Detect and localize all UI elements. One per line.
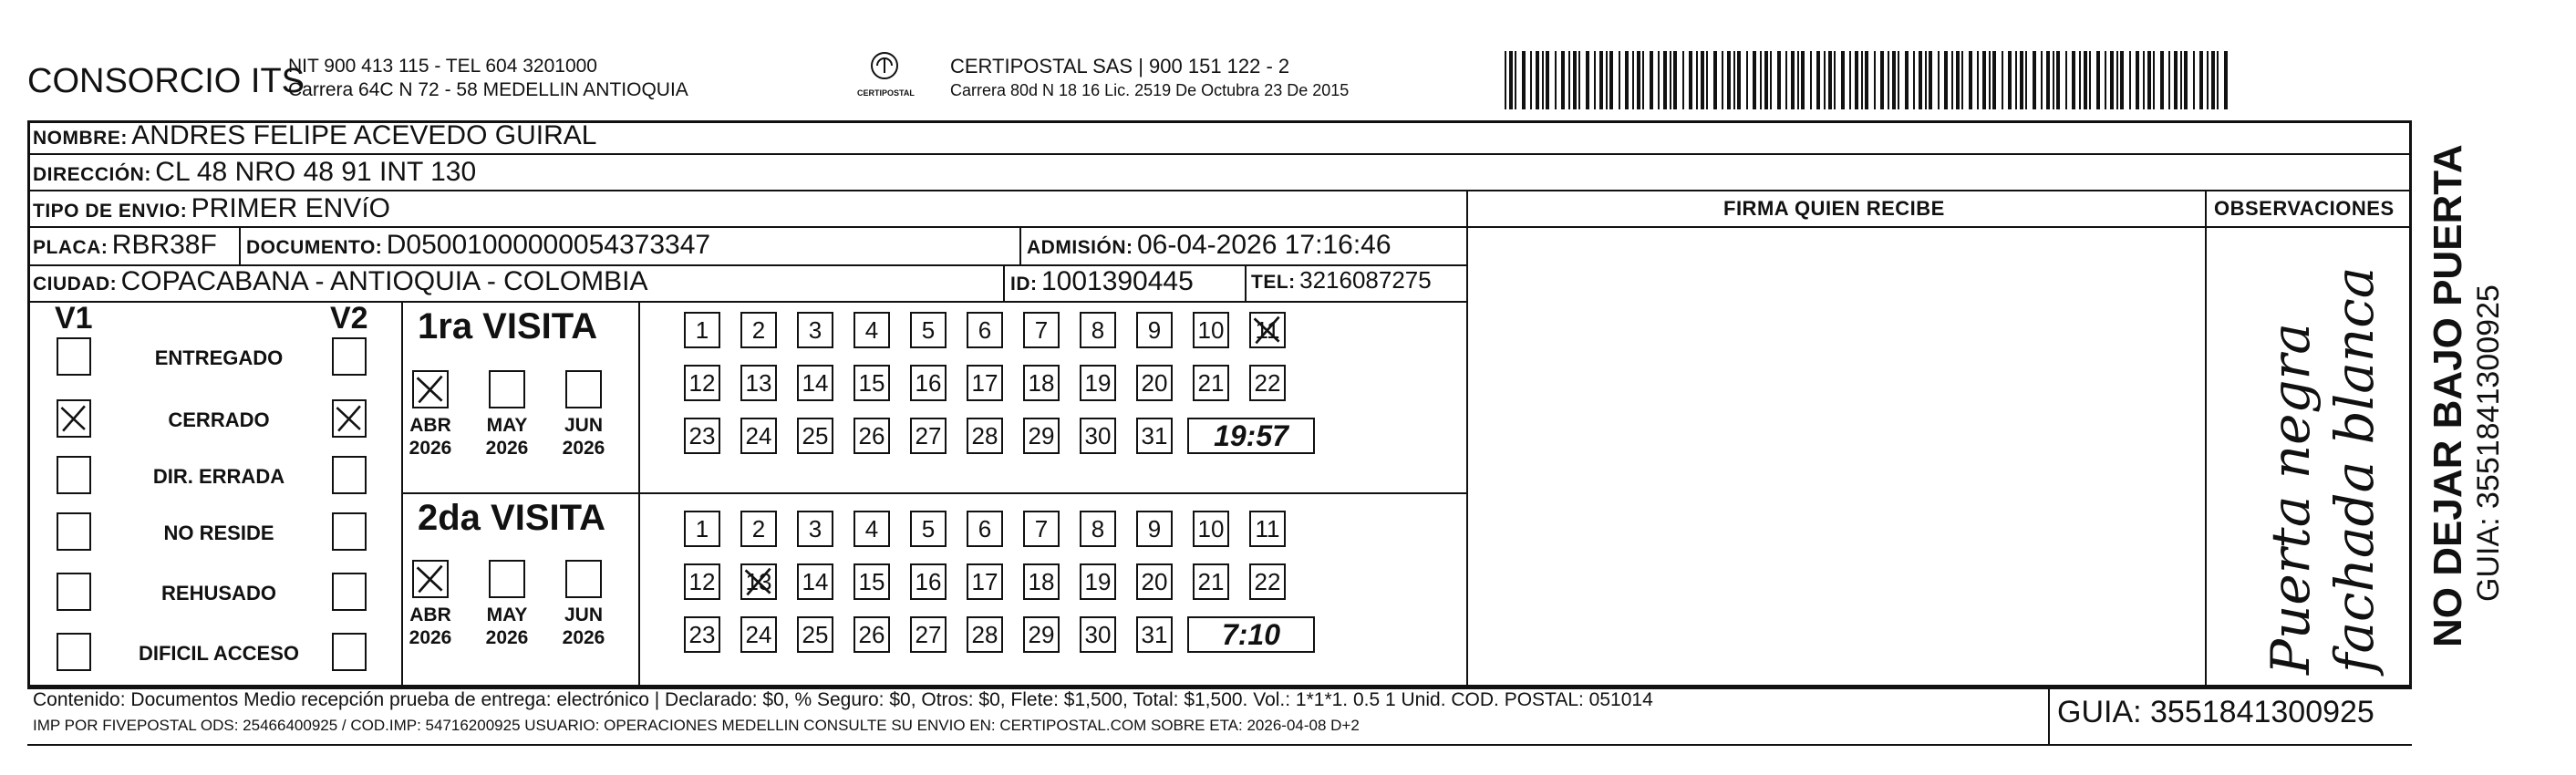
day-box: 21 (1193, 365, 1229, 401)
day-box: 4 (853, 312, 890, 348)
day-box: 28 (967, 616, 1003, 653)
day-box: 15 (853, 365, 890, 401)
day-box: 17 (967, 365, 1003, 401)
tipo-label: TIPO DE ENVIO: (33, 201, 188, 222)
day-box: 30 (1080, 616, 1116, 653)
day-box: 19 (1080, 563, 1116, 600)
status-option-label: DIR. ERRADA (152, 465, 285, 488)
day-box: 5 (910, 511, 947, 547)
day-box: 22 (1249, 563, 1286, 600)
certipostal-logo (857, 49, 915, 98)
day-box: 20 (1136, 365, 1173, 401)
month-label (480, 414, 534, 460)
certipostal-logo-icon (864, 49, 905, 86)
day-box: 9 (1136, 312, 1173, 348)
admision-value: 06-04-2026 17:16:46 (1136, 230, 1391, 260)
tipo-row (33, 193, 390, 224)
day-box: 11 (1249, 511, 1286, 547)
month-year: 2026 (409, 627, 452, 648)
status-option-label: CERRADO (168, 408, 270, 431)
day-box: 27 (910, 616, 947, 653)
tel-cell (1251, 266, 1432, 294)
month-checkbox (565, 370, 602, 408)
day-box: 6 (967, 511, 1003, 547)
v2-header: V2 (330, 301, 368, 336)
day-mark (742, 565, 775, 598)
handwritten-x-icon (742, 565, 775, 598)
ciudad-cell (33, 266, 648, 297)
month-name: MAY (486, 604, 528, 625)
ciudad-label: CIUDAD: (33, 274, 118, 294)
status-option-label: NO RESIDE (163, 522, 274, 544)
handwritten-x-icon (1251, 314, 1284, 346)
month-name: MAY (486, 415, 528, 436)
footer-content: Contenido: Documentos Medio recepción prueba de entrega: electrónico | Declarado: $0, % Seguro: $0, Otros: $0, Flete: $1,500, Total: $1,500. Vol.: 1*1*1. 0.5 1 Unid. COD. POSTAL: 051014 (33, 689, 1653, 710)
certipostal-logo-text: CERTIPOSTAL (857, 88, 915, 98)
company-info (288, 55, 688, 102)
day-box: 13 (740, 563, 777, 600)
day-box: 29 (1023, 418, 1060, 454)
v1-checkbox (57, 633, 91, 671)
handwritten-x-icon (414, 372, 447, 407)
day-box: 1 (684, 312, 720, 348)
v1-checkbox (57, 399, 91, 438)
company-address: Carrera 64C N 72 - 58 MEDELLIN ANTIOQUIA (288, 79, 688, 100)
day-box: 7 (1023, 511, 1060, 547)
firma-header: FIRMA QUIEN RECIBE (1723, 197, 1945, 220)
month-checkbox (412, 370, 449, 408)
documento-label: DOCUMENTO: (246, 237, 383, 258)
month-year: 2026 (562, 438, 605, 459)
month-label (556, 414, 611, 460)
v2-checkbox (332, 633, 367, 671)
day-box: 16 (910, 365, 947, 401)
footer-print-info: IMP POR FIVEPOSTAL ODS: 25466400925 / COD.IMP: 54716200925 USUARIO: OPERACIONES MEDELLIN CONSULTE SU ENVIO EN: CERTIPOSTAL.COM SOBRE ETA: 2026-04-08 D+2 (33, 717, 1360, 734)
placa-label: PLACA: (33, 237, 109, 258)
day-box: 21 (1193, 563, 1229, 600)
day-box: 14 (797, 563, 833, 600)
day-box: 25 (797, 616, 833, 653)
day-box: 17 (967, 563, 1003, 600)
day-box: 23 (684, 616, 720, 653)
id-value: 1001390445 (1040, 266, 1194, 296)
day-box: 19 (1080, 365, 1116, 401)
admision-cell (1027, 230, 1391, 261)
day-box: 9 (1136, 511, 1173, 547)
admision-label: ADMISIÓN: (1027, 237, 1133, 258)
documento-value: D05001000000054373347 (386, 230, 711, 260)
placa-cell (33, 230, 217, 261)
day-box: 7 (1023, 312, 1060, 348)
direccion-row (33, 157, 476, 188)
placa-value: RBR38F (111, 230, 217, 260)
id-label: ID: (1010, 274, 1038, 294)
day-box: 26 (853, 418, 890, 454)
month-label (556, 604, 611, 649)
v1-checkbox (57, 512, 91, 551)
day-box: 14 (797, 365, 833, 401)
carrier-address: Carrera 80d N 18 16 Lic. 2519 De Octubra 23 De 2015 (950, 81, 1350, 99)
second-visit-title: 2da VISITA (418, 498, 605, 538)
status-option-label: ENTREGADO (154, 346, 284, 369)
day-mark (1251, 314, 1284, 346)
month-label (480, 604, 534, 649)
carrier-info (950, 55, 1349, 102)
v1-checkbox (57, 573, 91, 611)
company-name: CONSORCIO ITS (27, 62, 305, 100)
company-nit-tel: NIT 900 413 115 - TEL 604 3201000 (288, 56, 597, 77)
tel-value: 3216087275 (1299, 266, 1432, 294)
day-box: 25 (797, 418, 833, 454)
side-warning: NO DEJAR BAJO PUERTA (2426, 144, 2470, 647)
visit-time: 19:57 (1187, 418, 1315, 454)
day-box: 26 (853, 616, 890, 653)
day-box: 23 (684, 418, 720, 454)
day-box: 5 (910, 312, 947, 348)
nombre-row (33, 120, 596, 151)
obs-handwriting-2: fachada blanca (2323, 266, 2385, 673)
day-box: 10 (1193, 511, 1229, 547)
day-box: 16 (910, 563, 947, 600)
month-checkbox (489, 370, 525, 408)
month-year: 2026 (485, 627, 529, 648)
month-label (403, 414, 458, 460)
nombre-label: NOMBRE: (33, 128, 128, 149)
tel-label: TEL: (1251, 272, 1296, 293)
day-box: 28 (967, 418, 1003, 454)
day-box: 24 (740, 418, 777, 454)
day-box: 8 (1080, 312, 1116, 348)
month-name: JUN (564, 415, 603, 436)
day-box: 3 (797, 312, 833, 348)
day-box: 31 (1136, 616, 1173, 653)
day-box: 6 (967, 312, 1003, 348)
obs-handwriting-1: Puerta negra (2260, 323, 2322, 675)
day-box: 27 (910, 418, 947, 454)
handwritten-x-icon (334, 401, 365, 436)
observaciones-header: OBSERVACIONES (2214, 197, 2395, 220)
day-box: 12 (684, 563, 720, 600)
id-cell (1010, 266, 1194, 297)
visit-time: 7:10 (1187, 616, 1315, 653)
tipo-value: PRIMER ENVíO (191, 193, 391, 223)
day-box: 2 (740, 511, 777, 547)
direccion-label: DIRECCIÓN: (33, 164, 151, 185)
v2-checkbox (332, 456, 367, 494)
day-box: 24 (740, 616, 777, 653)
day-box: 18 (1023, 563, 1060, 600)
day-box: 10 (1193, 312, 1229, 348)
handwritten-x-icon (414, 562, 447, 596)
documento-cell (246, 230, 710, 261)
day-box: 15 (853, 563, 890, 600)
handwritten-x-icon (58, 401, 89, 436)
day-box: 31 (1136, 418, 1173, 454)
v1-checkbox (57, 337, 91, 376)
month-checkbox (412, 560, 449, 598)
day-box: 13 (740, 365, 777, 401)
month-checkbox (489, 560, 525, 598)
month-name: JUN (564, 604, 603, 625)
nombre-value: ANDRES FELIPE ACEVEDO GUIRAL (131, 120, 597, 150)
status-option-label: REHUSADO (161, 582, 276, 604)
day-box: 8 (1080, 511, 1116, 547)
month-year: 2026 (562, 627, 605, 648)
day-box: 4 (853, 511, 890, 547)
barcode (1505, 51, 2234, 109)
v1-checkbox (57, 456, 91, 494)
first-visit-title: 1ra VISITA (418, 306, 598, 346)
month-year: 2026 (409, 438, 452, 459)
day-box: 2 (740, 312, 777, 348)
footer-guia: GUIA: 3551841300925 (2057, 695, 2374, 729)
v2-checkbox (332, 399, 367, 438)
month-name: ABR (409, 415, 451, 436)
day-box: 1 (684, 511, 720, 547)
v2-checkbox (332, 512, 367, 551)
day-box: 12 (684, 365, 720, 401)
day-box: 22 (1249, 365, 1286, 401)
status-option-label: DIFICIL ACCESO (138, 642, 299, 665)
month-label (403, 604, 458, 649)
month-name: ABR (409, 604, 451, 625)
day-box: 18 (1023, 365, 1060, 401)
month-year: 2026 (485, 438, 529, 459)
side-guia: GUIA: 3551841300925 (2471, 284, 2506, 602)
ciudad-value: COPACABANA - ANTIOQUIA - COLOMBIA (120, 266, 648, 296)
day-box: 20 (1136, 563, 1173, 600)
direccion-value: CL 48 NRO 48 91 INT 130 (155, 157, 477, 187)
day-box: 29 (1023, 616, 1060, 653)
carrier-nit: CERTIPOSTAL SAS | 900 151 122 - 2 (950, 55, 1290, 78)
v2-checkbox (332, 337, 367, 376)
day-box: 3 (797, 511, 833, 547)
day-box: 30 (1080, 418, 1116, 454)
day-box: 11 (1249, 312, 1286, 348)
month-checkbox (565, 560, 602, 598)
v2-checkbox (332, 573, 367, 611)
v1-header: V1 (55, 301, 93, 336)
